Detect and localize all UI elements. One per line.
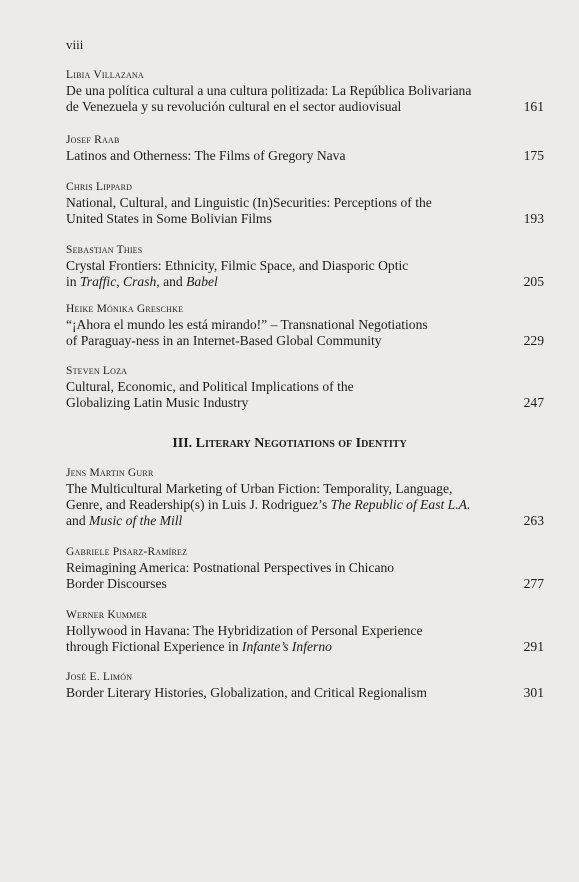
entry-page: 263 [523,513,544,528]
entry-author: Jens Martin Gurr [66,467,154,479]
toc-entry [66,364,544,411]
entry-title-line: National, Cultural, and Linguistic (In)Securities: Perceptions of the [66,195,432,210]
entry-author: Heike Mónika Greschke [66,303,184,315]
entry-title-line: Crystal Frontiers: Ethnicity, Filmic Space, and Diasporic Optic [66,258,409,273]
toc-entry [66,466,544,529]
entry-page: 205 [523,274,544,289]
toc-entry [66,608,544,655]
entry-page: 175 [523,148,544,163]
entry-title-line: de Venezuela y su revolución cultural en el sector audiovisual 161 [66,99,544,114]
entry-author: Josef Raab [66,134,120,146]
entry-author: José E. Limón [66,671,133,683]
page-number: viii [66,37,84,52]
entry-author: Gabriele Pisarz-Ramírez [66,546,188,558]
toc-entry [66,133,544,164]
section-heading: III. Literary Negotiations of Identity [172,436,407,451]
entry-author: Steven Loza [66,365,128,377]
entry-title-line: Reimagining America: Postnational Perspectives in Chicano [66,560,395,575]
toc-entry [66,68,544,115]
entry-title-line: “¡Ahora el mundo les está mirando!” – Transnational Negotiations [66,317,428,332]
toc-entry [66,670,544,701]
entry-page: 161 [523,99,544,114]
entry-title-line: Cultural, Economic, and Political Implications of the [66,379,354,394]
entry-title-line: Globalizing Latin Music Industry 247 [66,395,544,410]
entry-title-line: through Fictional Experience in Infante’s Inferno 291 [66,639,544,654]
entry-title-line: Latinos and Otherness: The Films of Gregory Nava 175 [66,148,544,163]
entry-author: Libia Villazana [66,69,144,81]
entry-author: Chris Lippard [66,181,133,193]
entry-page: 229 [523,333,544,348]
entry-title-line: Hollywood in Havana: The Hybridization of Personal Experience [66,623,423,638]
entry-title-line: United States in Some Bolivian Films 193 [66,211,544,226]
toc-entry [66,243,544,290]
entry-author: Sebastian Thies [66,244,143,256]
entry-title-line: and Music of the Mill 263 [66,513,544,528]
entry-title-line: The Multicultural Marketing of Urban Fiction: Temporality, Language, [66,481,453,496]
entry-title-line: Border Literary Histories, Globalization, and Critical Regionalism 301 [66,685,544,700]
entry-title-line: Border Discourses 277 [66,576,544,591]
entry-page: 277 [523,576,544,591]
entry-page: 301 [523,685,544,700]
toc-entry [66,545,544,592]
entry-page: 247 [523,395,544,410]
entry-author: Werner Kummer [66,609,148,621]
entry-title-line: of Paraguay-ness in an Internet-Based Global Community 229 [66,333,544,348]
entry-title-line: Genre, and Readership(s) in Luis J. Rodriguez’s The Republic of East L.A. [66,497,471,512]
toc-entry [66,180,544,227]
entry-page: 193 [523,211,544,226]
entry-title-line: De una política cultural a una cultura politizada: La República Bolivariana [66,83,472,98]
entry-page: 291 [523,639,544,654]
entry-title-line: in Traffic, Crash, and Babel 205 [66,274,544,289]
toc-entry [66,302,544,349]
